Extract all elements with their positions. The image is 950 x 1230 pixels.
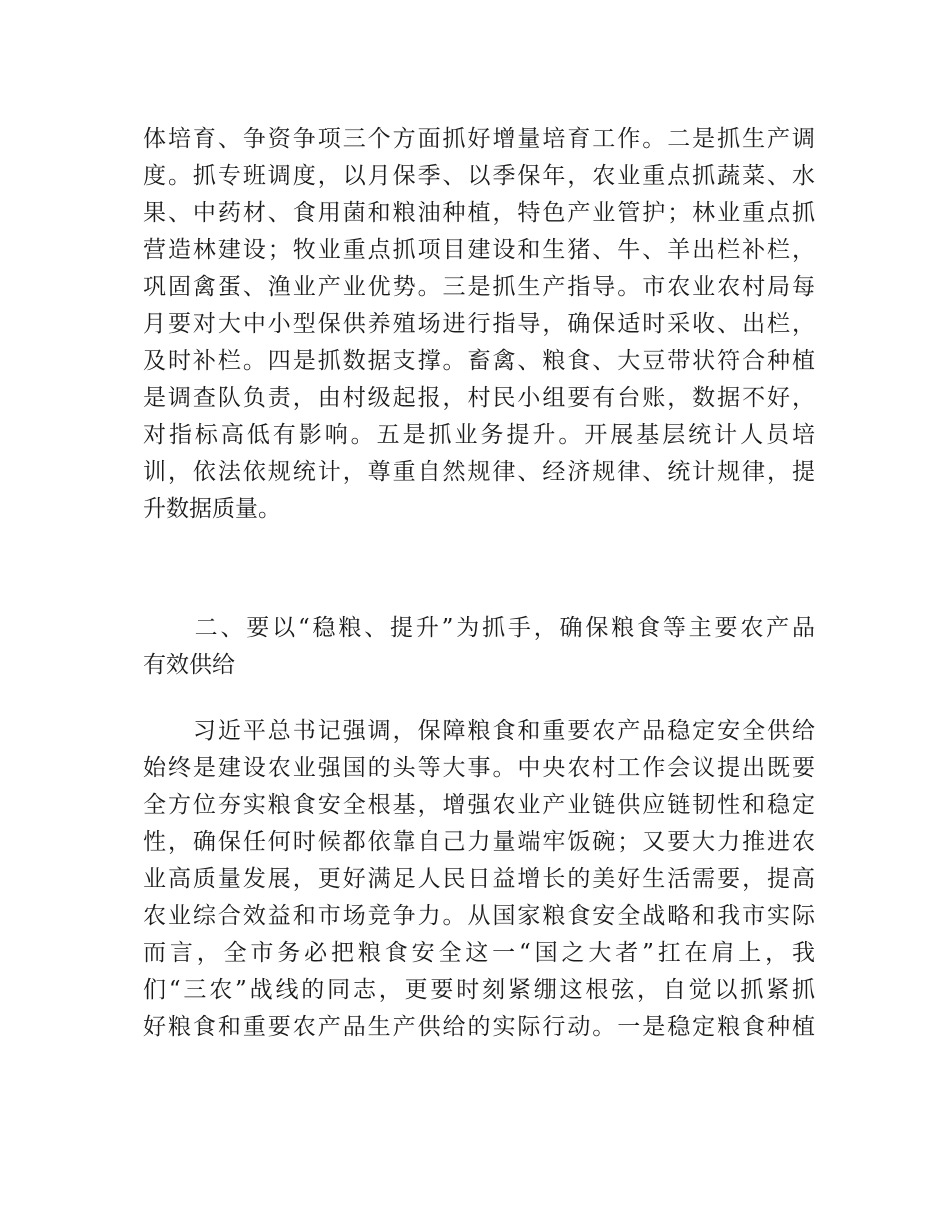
text-line: 全方位夯实粮食安全根基，增强农业产业链供应链韧性和稳定: [143, 792, 815, 818]
text-line: 对指标高低有影响。五是抓业务提升。开展基层统计人员培: [143, 422, 815, 448]
text-line: 升数据质量。: [143, 496, 281, 522]
text-line: 而言，全市务必把粮食安全这一“国之大者”扛在肩上，我: [143, 940, 815, 966]
text-line: 体培育、争资争项三个方面抓好增量培育工作。二是抓生产调: [143, 126, 815, 152]
text-line: 果、中药材、食用菌和粮油种植，特色产业管护；林业重点抓: [143, 200, 815, 226]
text-line: 好粮食和重要农产品生产供给的实际行动。一是稳定粮食种植: [143, 1014, 815, 1040]
text-line: 始终是建设农业强国的头等大事。中央农村工作会议提出既要: [143, 755, 815, 781]
text-line: 训，依法依规统计，尊重自然规律、经济规律、统计规律，提: [143, 459, 815, 485]
text-line: 们“三农”战线的同志，更要时刻紧绷这根弦，自觉以抓紧抓: [143, 977, 815, 1003]
section-heading: [143, 610, 815, 684]
text-line: 性，确保任何时候都依靠自己力量端牢饭碗；又要大力推进农: [143, 829, 815, 855]
text-line: 业高质量发展，更好满足人民日益增长的美好生活需要，提高: [143, 866, 815, 892]
text-line: 农业综合效益和市场竞争力。从国家粮食安全战略和我市实际: [143, 903, 815, 929]
paragraph-main: [143, 713, 815, 1046]
text-line: 及时补栏。四是抓数据支撑。畜禽、粮食、大豆带状符合种植: [143, 348, 815, 374]
text-line: 巩固禽蛋、渔业产业优势。三是抓生产指导。市农业农村局每: [143, 274, 815, 300]
text-line: 习近平总书记强调，保障粮食和重要农产品稳定安全供给: [143, 718, 815, 744]
heading-line: 二、要以“稳粮、提升”为抓手，确保粮食等主要农产品: [143, 615, 815, 641]
paragraph-continued: [143, 121, 815, 528]
text-line: 营造林建设；牧业重点抓项目建设和生猪、牛、羊出栏补栏，: [143, 237, 815, 263]
text-line: 是调查队负责，由村级起报，村民小组要有台账，数据不好，: [143, 385, 815, 411]
text-line: 月要对大中小型保供养殖场进行指导，确保适时采收、出栏，: [143, 311, 815, 337]
heading-line: 有效供给: [143, 652, 235, 678]
text-line: 度。抓专班调度，以月保季、以季保年，农业重点抓蔬菜、水: [143, 163, 815, 189]
